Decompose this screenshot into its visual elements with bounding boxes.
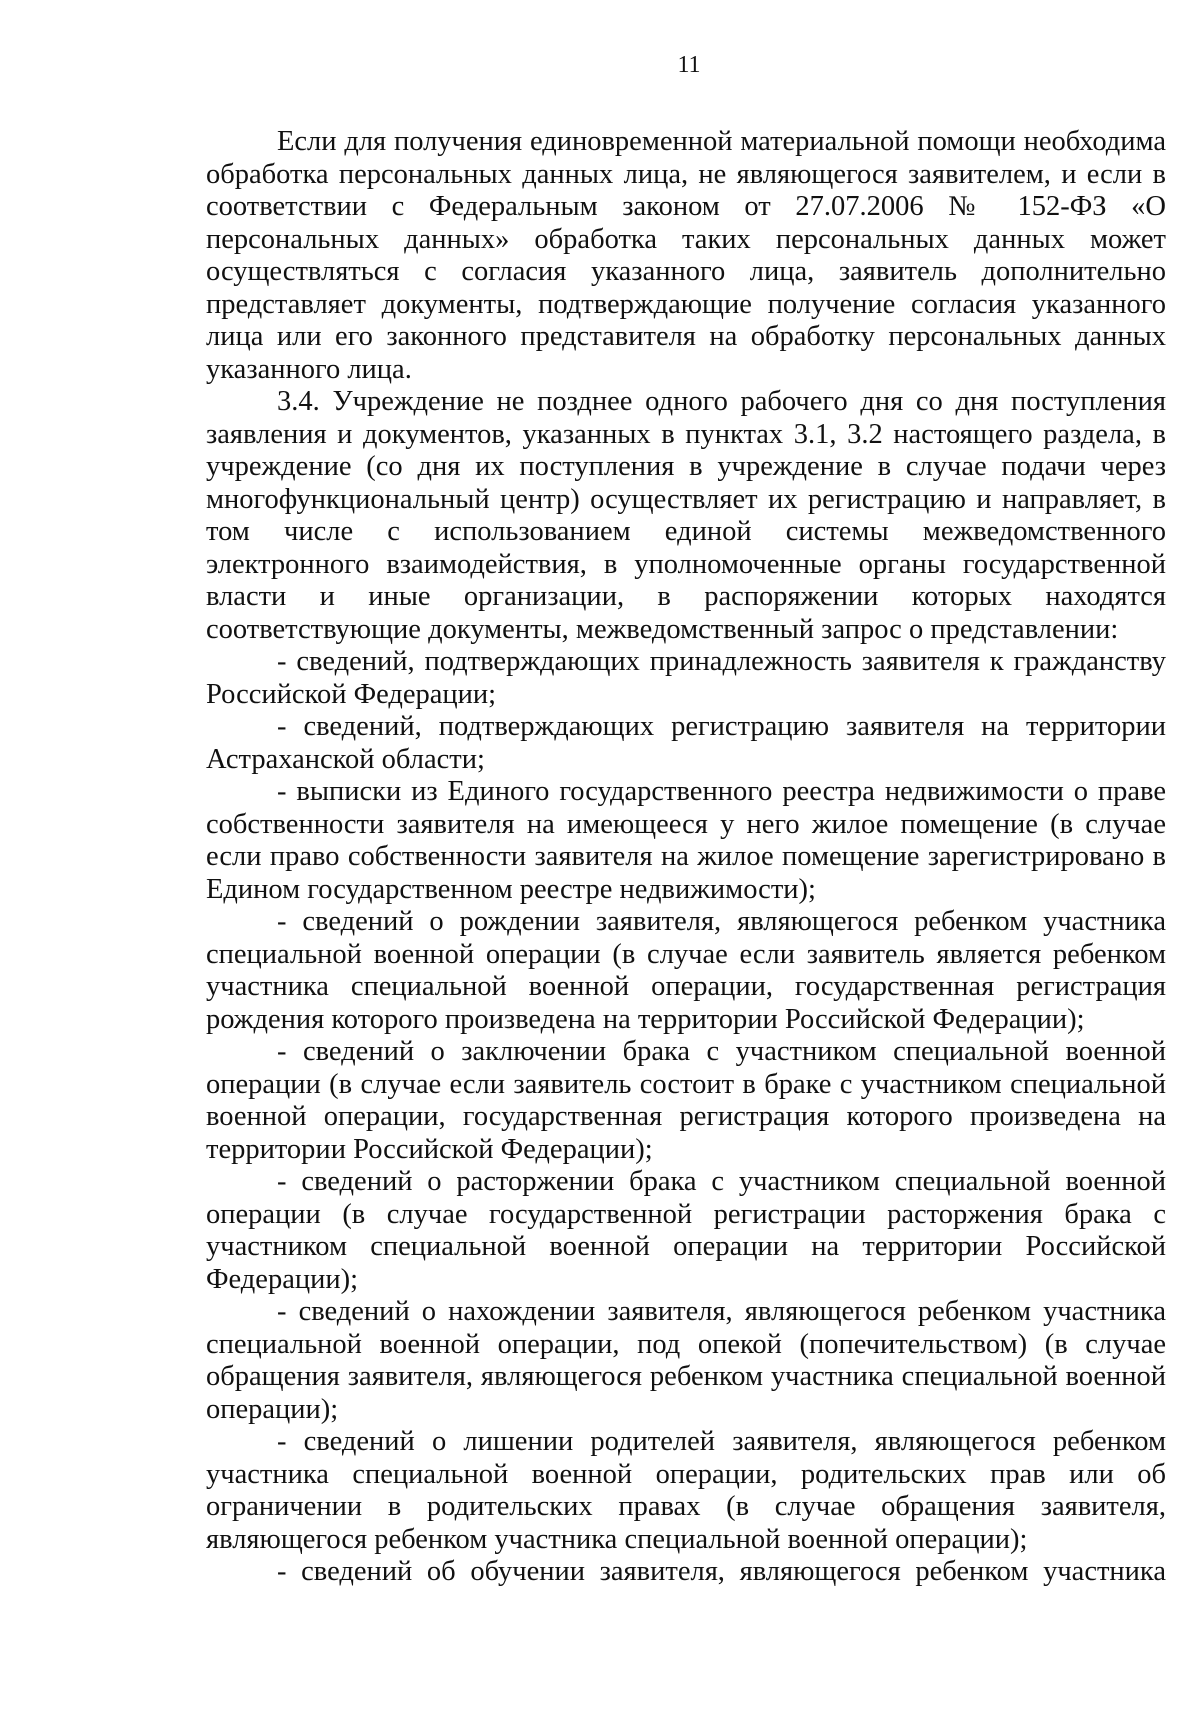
paragraph-personal-data-consent: Если для получения единовременной материальной помощи необходима обработка персональных данных лица, не являющегося заявителем, и если в соответствии с Федеральным законом от 27.07.2006 № 152-ФЗ «О персональных данных» обработка таких персональных данных может осуществляться с согласия указанного лица, заявитель дополнительно представляет документы, подтверждающие получение согласия указанного лица или его законного представителя на обработку персональных данных указанного лица. (206, 126, 1166, 385)
list-item: - сведений об обучении заявителя, являющегося ребенком участника (277, 1556, 1166, 1587)
list-item: - сведений, подтверждающих регистрацию заявителя на территории Астраханской области; (206, 711, 1166, 775)
list-item: - сведений о нахождении заявителя, являющегося ребенком участника специальной военной операции, под опекой (попечительством) (в случае обращения заявителя, являющегося ребенком участника специальной военной операции); (206, 1296, 1166, 1425)
page-number: 11 (677, 52, 701, 78)
list-item: - сведений о заключении брака с участником специальной военной операции (в случае если заявитель состоит в браке с участником специальной военной операции, государственная регистрация которого произведена на территории Российской Федерации); (206, 1036, 1166, 1165)
document-body (206, 126, 1166, 1589)
list-item: - сведений о лишении родителей заявителя, являющегося ребенком участника специальной военной операции, родительских прав или об ограничении в родительских правах (в случае обращения заявителя, являющегося ребенком участника специальной военной операции); (206, 1426, 1166, 1555)
list-item: - сведений о рождении заявителя, являющегося ребенком участника специальной военной операции (в случае если заявитель является ребенком участника специальной военной операции, государственная регистрация рождения которого произведена на территории Российской Федерации); (206, 906, 1166, 1035)
paragraph-3-4: 3.4. Учреждение не позднее одного рабочего дня со дня поступления заявления и документов, указанных в пунктах 3.1, 3.2 настоящего раздела, в учреждение (со дня их поступления в учреждение в случае подачи через многофункциональный центр) осуществляет их регистрацию и направляет, в том числе с использованием единой системы межведомственного электронного взаимодействия, в уполномоченные органы государственной власти и иные организации, в распоряжении которых находятся соответствующие документы, межведомственный запрос о представлении: (206, 386, 1166, 645)
list-item: - сведений о расторжении брака с участником специальной военной операции (в случае государственной регистрации расторжения брака с участником специальной военной операции на территории Российской Федерации); (206, 1166, 1166, 1295)
list-item: - выписки из Единого государственного реестра недвижимости о праве собственности заявителя на имеющееся у него жилое помещение (в случае если право собственности заявителя на жилое помещение зарегистрировано в Едином государственном реестре недвижимости); (206, 776, 1166, 905)
list-item: - сведений, подтверждающих принадлежность заявителя к гражданству Российской Федерации; (206, 646, 1166, 710)
